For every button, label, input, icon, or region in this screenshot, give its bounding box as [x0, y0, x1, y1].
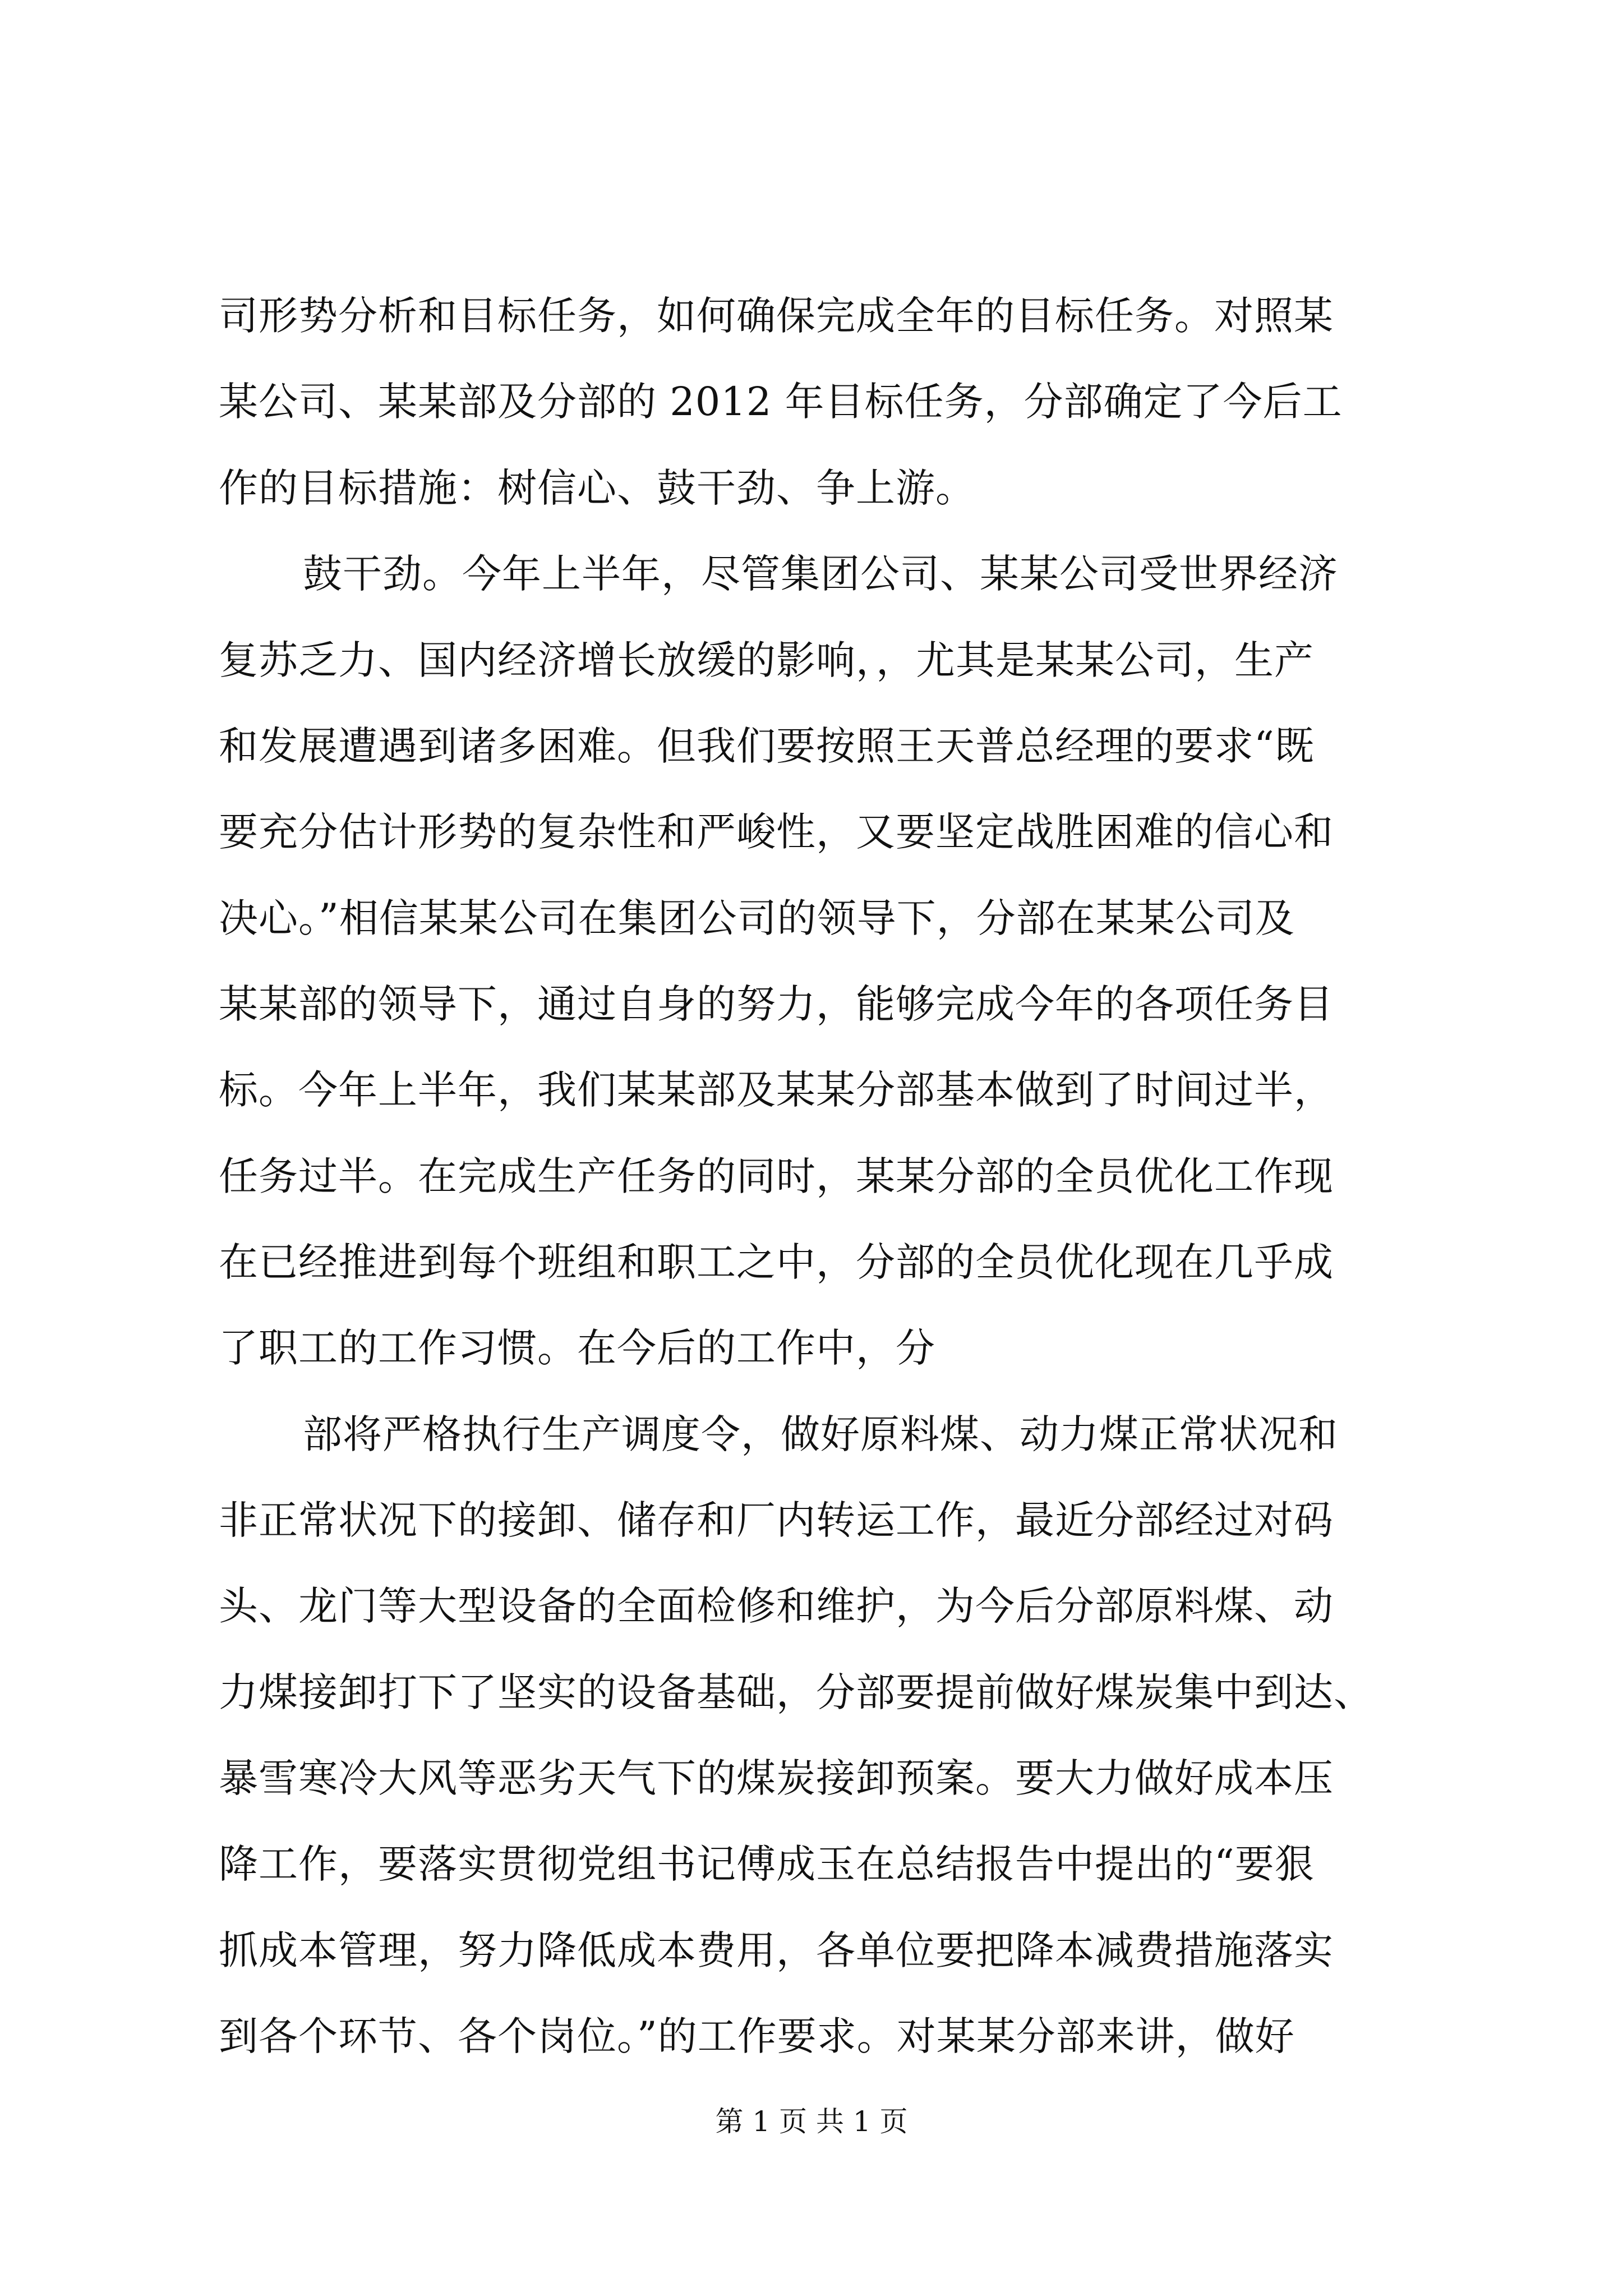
page-footer: 第 1 页 共 1 页 — [715, 2105, 908, 2138]
text-line: 暴雪寒冷大风等恶劣天气下的煤炭接卸预案。要大力做好成本压 — [219, 1755, 1334, 1801]
text-line: 了职工的工作习惯。在今后的工作中，分 — [219, 1325, 935, 1371]
text-line: 司形势分析和目标任务，如何确保完成全年的目标任务。对照某 — [219, 293, 1334, 339]
text-line: 头、龙门等大型设备的全面检修和维护，为今后分部原料煤、动 — [219, 1583, 1334, 1629]
text-line: 要充分估计形势的复杂性和严峻性，又要坚定战胜困难的信心和 — [219, 809, 1334, 855]
text-line: 力煤接卸打下了坚实的设备基础，分部要提前做好煤炭集中到达、 — [219, 1669, 1373, 1715]
text-line: 部将严格执行生产调度令，做好原料煤、动力煤正常状况和 — [303, 1411, 1338, 1457]
text-line: 复苏乏力、国内经济增长放缓的影响，，尤其是某某公司，生产 — [219, 637, 1314, 683]
text-line: 某公司、某某部及分部的 2012 年目标任务，分部确定了今后工 — [219, 379, 1343, 425]
text-line: 决心。”相信某某公司在集团公司的领导下，分部在某某公司及 — [219, 895, 1295, 941]
text-line: 在已经推进到每个班组和职工之中，分部的全员优化现在几乎成 — [219, 1239, 1334, 1285]
text-line: 和发展遭遇到诸多困难。但我们要按照王天普总经理的要求“既 — [219, 723, 1315, 769]
text-line: 任务过半。在完成生产任务的同时，某某分部的全员优化工作现 — [219, 1153, 1334, 1199]
text-line: 标。今年上半年，我们某某部及某某分部基本做到了时间过半， — [219, 1067, 1334, 1113]
text-line: 降工作，要落实贯彻党组书记傅成玉在总结报告中提出的“要狠 — [219, 1841, 1315, 1887]
text-line: 到各个环节、各个岗位。”的工作要求。对某某分部来讲，做好 — [219, 2013, 1295, 2059]
text-line: 某某部的领导下，通过自身的努力，能够完成今年的各项任务目 — [219, 981, 1334, 1027]
text-line: 抓成本管理，努力降低成本费用，各单位要把降本减费措施落实 — [219, 1927, 1334, 1973]
text-line: 鼓干劲。今年上半年，尽管集团公司、某某公司受世界经济 — [303, 551, 1338, 597]
text-line: 非正常状况下的接卸、储存和厂内转运工作，最近分部经过对码 — [219, 1497, 1334, 1543]
text-line: 作的目标措施：树信心、鼓干劲、争上游。 — [219, 465, 975, 511]
